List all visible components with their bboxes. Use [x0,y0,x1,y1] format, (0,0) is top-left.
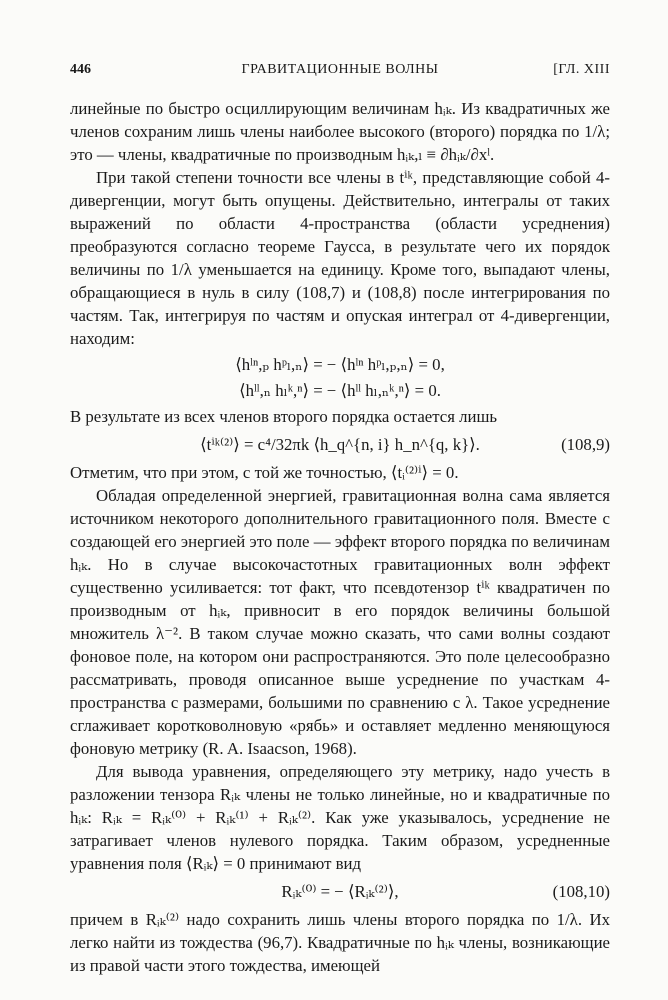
numbered-equation [70,880,610,903]
paragraph: В результате из всех членов второго порядка остается лишь [70,407,498,426]
chapter-label: [ГЛ. XIII [553,62,610,77]
numbered-equation [70,433,610,456]
paragraph: линейные по быстро осциллирующим величинам hᵢₖ. Из квадратичных же членов сохраним лишь члены наиболее высокого (второго) порядка по 1/λ; это — члены, квадратичные по производным hᵢₖ,ₗ ≡ ∂hᵢₖ/∂xˡ. [70,99,610,164]
paragraph: причем в Rᵢₖ⁽²⁾ надо сохранить лишь члены второго порядка по 1/λ. Их легко найти из тождества (96,7). Квадратичные по hᵢₖ члены, возникающие из правой части этого тождества, имеющей [70,910,610,975]
page-header [70,62,610,82]
paragraph: Отметим, что при этом, с той же точностью, ⟨tᵢ⁽²⁾ⁱ⟩ = 0. [70,463,459,482]
equation-body: ⟨tⁱᵏ⁽²⁾⟩ = c⁴/32πk ⟨h_q^{n, i} h_n^{q, k}⟩. [200,435,480,454]
paragraph: Обладая определенной энергией, гравитационная волна сама является источником некоторого дополнительного гравитационного поля. Вместе с создающей его энергией это поле — эффект второго порядка по величинам hᵢₖ. Но в случае высокочастотных гравитационных волн эффект существенно усиливается: тот факт, что псевдотензор tⁱᵏ квадратичен по производным от hᵢₖ, привносит в его порядок величины большой множитель λ⁻². В таком случае можно сказать, что сами волны создают фоновое поле, на котором они распространяются. Это поле целесообразно рассматривать, проводя описанное выше усреднение по участкам 4-пространства с размерами, большими по сравнению с λ. Такое усреднение сглаживает коротковолновую «рябь» и оставляет медленно меняющуюся фоновую метрику (R. A. Isaacson, 1968). [70,486,610,758]
equation-number: (108,9) [561,435,610,454]
equation-body: Rᵢₖ⁽⁰⁾ = − ⟨Rᵢₖ⁽²⁾⟩, [281,882,399,901]
page-number: 446 [70,62,91,77]
equation: ⟨hˡˡ,ₙ hₗᵏ,ⁿ⟩ = − ⟨hˡˡ hₗ,ₙᵏ,ⁿ⟩ = 0. [239,381,441,400]
body-text [70,97,610,977]
running-head: ГРАВИТАЦИОННЫЕ ВОЛНЫ [241,62,439,77]
equation-number: (108,10) [552,882,610,901]
paragraph: Для вывода уравнения, определяющего эту метрику, надо учесть в разложении тензора Rᵢₖ члены не только линейные, но и квадратичные по hᵢₖ: Rᵢₖ = Rᵢₖ⁽⁰⁾ + Rᵢₖ⁽¹⁾ + Rᵢₖ⁽²⁾. Как уже указывалось, усреднение не затрагивает членов нулевого порядка. Таким образом, усредненные уравнения поля ⟨Rᵢₖ⟩ = 0 принимают вид [70,762,610,873]
paragraph: При такой степени точности все члены в tⁱᵏ, представляющие собой 4-дивергенции, могут быть опущены. Действительно, интегралы от таких выражений по области 4-пространства (области усреднения) преобразуются согласно теореме Гаусса, в результате чего их порядок величины по 1/λ уменьшается на единицу. Кроме того, выпадают члены, обращающиеся в нуль в силу (108,7) и (108,8) после интегрирования по частям. Так, интегрируя по частям и опуская интеграл от 4-дивергенции, находим: [70,168,610,348]
equation: ⟨hˡⁿ,ₚ hᵖₗ,ₙ⟩ = − ⟨hˡⁿ hᵖₗ,ₚ,ₙ⟩ = 0, [235,355,445,374]
